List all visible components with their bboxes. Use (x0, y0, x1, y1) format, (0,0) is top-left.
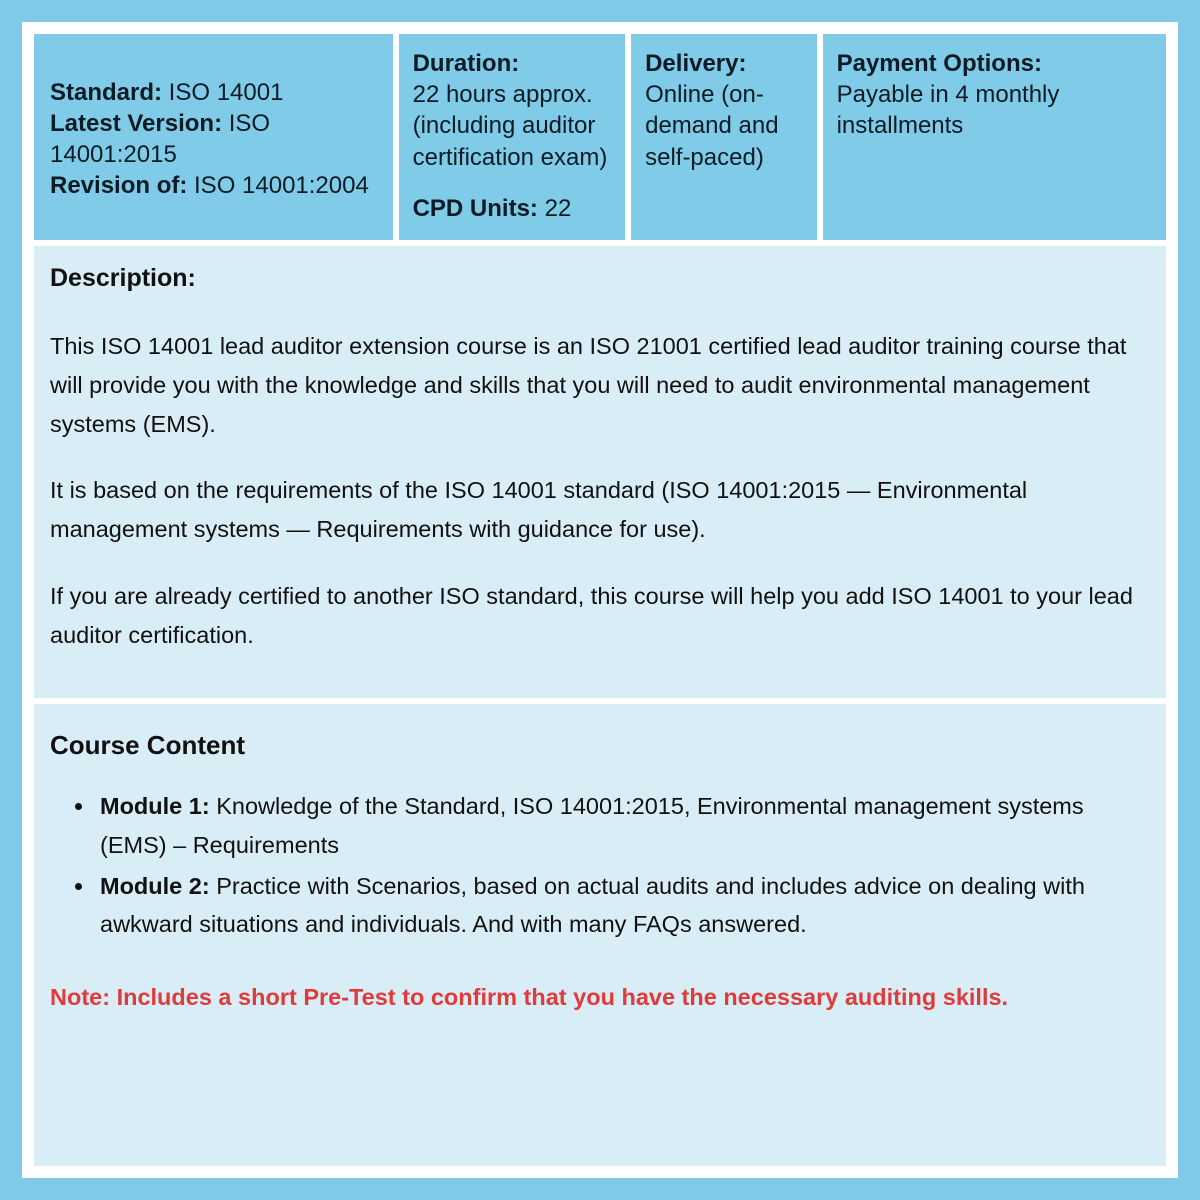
course-content-section (34, 704, 1166, 1166)
cpd-units-row (413, 193, 614, 224)
description-heading: Description: (50, 264, 196, 292)
standard-value: ISO 14001 (162, 78, 284, 106)
list-item (96, 867, 1140, 945)
latest-version-value: ISO 14001:2015 (50, 109, 271, 168)
module-2-text: Practice with Scenarios, based on actual audits and includes advice on dealing with awkward situations and individuals. And with many FAQs answered. (100, 872, 1085, 938)
payment-options-title: Payment Options: (836, 50, 1042, 77)
module-2-label: Module 2: (100, 872, 210, 899)
duration-body: 22 hours approx. (including auditor certification exam) (412, 81, 608, 171)
description-paragraph-2: It is based on the requirements of the ISO 14001 standard (ISO 14001:2015 — Environmental management systems — Requirements with guidance for use). (50, 477, 1028, 543)
delivery-body: Online (on-demand and self-paced) (645, 81, 779, 171)
delivery-title: Delivery: (645, 50, 747, 77)
header-cell-standard-info (34, 34, 393, 240)
description-paragraph-3: If you are already certified to another ISO standard, this course will help you add ISO 14001 to your lead auditor certification. (50, 582, 1133, 648)
revision-of-label: Revision of: (50, 172, 188, 200)
description-section (34, 246, 1166, 698)
duration-spacer (413, 173, 614, 193)
module-1-text: Knowledge of the Standard, ISO 14001:2015, Environmental management systems (EMS) – Requirements (100, 793, 1084, 858)
course-facts-header-row (34, 34, 1166, 240)
course-summary-table (34, 34, 1166, 1166)
header-cell-delivery (631, 34, 817, 240)
duration-title: Duration: (412, 50, 520, 77)
latest-version-label: Latest Version: (50, 109, 223, 137)
header-cell-duration (399, 34, 626, 240)
cpd-units-value: 22 (537, 194, 572, 222)
module-1-label: Module 1: (100, 793, 210, 819)
revision-of-row (50, 170, 381, 201)
standard-label: Standard: (50, 78, 163, 106)
description-paragraph-1: This ISO 14001 lead auditor extension course is an ISO 21001 certified lead auditor training course that will provide you with the knowledge and skills that you will need to audit environmental management systems (EMS). (50, 333, 1127, 437)
list-item (96, 787, 1140, 865)
latest-version-row (50, 108, 381, 170)
payment-options-body: Payable in 4 monthly installments (836, 81, 1060, 140)
pre-test-note: Note: Includes a short Pre-Test to confirm that you have the necessary auditing skills. (50, 984, 1009, 1011)
cpd-units-label: CPD Units: (412, 194, 538, 222)
page-frame (22, 22, 1178, 1178)
revision-of-value: ISO 14001:2004 (187, 172, 369, 200)
course-content-heading: Course Content (50, 730, 245, 760)
standard-row (50, 77, 381, 108)
header-cell-payment-options (823, 34, 1166, 240)
module-list (50, 787, 1144, 944)
